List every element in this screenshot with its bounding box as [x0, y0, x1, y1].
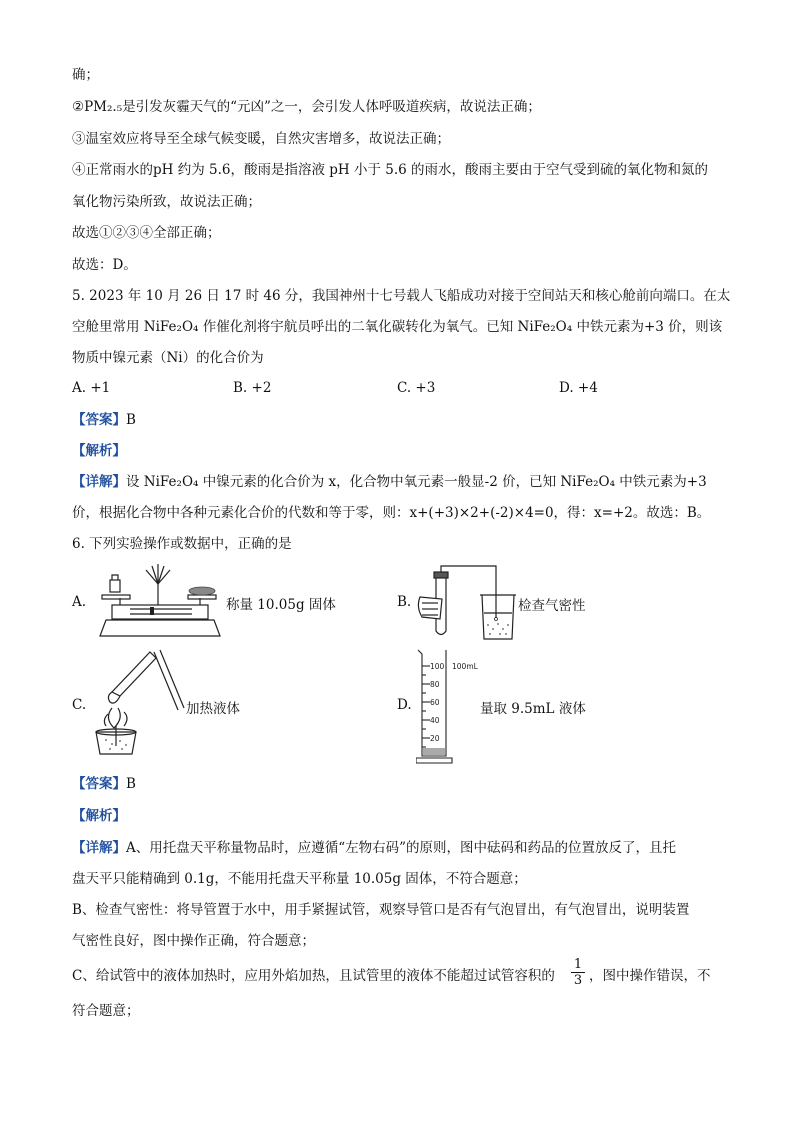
- question-6-stem: 6. 下列实验操作或数据中，正确的是: [72, 536, 292, 552]
- fraction-numerator: 1: [571, 957, 585, 973]
- q5-option-c: C. +3: [397, 380, 436, 396]
- airtightness-figure: [414, 563, 516, 641]
- fraction-denominator: 3: [573, 973, 583, 988]
- text-line: 盘天平只能精确到 0.1g，不能用托盘天平称量 10.05g 固体，不符合题意；: [72, 871, 527, 887]
- analysis-line: [72, 806, 126, 826]
- text-line: ，图中操作错误，不: [589, 968, 711, 984]
- cylinder-tick-60: 60: [430, 698, 440, 707]
- q6-label-c: C.: [72, 697, 87, 713]
- answer-value: B: [126, 776, 136, 792]
- question-5-stem: 物质中镍元素（Ni）的化合价为: [72, 350, 264, 366]
- answer-value: B: [126, 412, 136, 428]
- q6-label-d: D.: [397, 697, 412, 713]
- cylinder-tick-40: 40: [430, 716, 440, 725]
- q6-label-a: A.: [72, 594, 87, 610]
- text-line: ③温室效应将导至全球气候变暖，自然灾害增多，故说法正确；: [72, 131, 450, 147]
- q6-caption-a: 称量 10.05g 固体: [226, 597, 336, 613]
- question-5-stem: 空舱里常用 NiFe₂O₄ 作催化剂将宇航员呼出的二氧化碳转化为氧气。已知 NiFe₂O₄ 中铁元素为+3 价，则该: [72, 319, 723, 335]
- answer-tag: 【答案】: [72, 776, 126, 792]
- balance-figure: [92, 558, 227, 644]
- question-5-stem: 5. 2023 年 10 月 26 日 17 时 46 分，我国神州十七号载人飞船成功对接于空间站天和核心舱前向端口。在太: [72, 288, 731, 304]
- detail-text: 设 NiFe₂O₄ 中镍元素的化合价为 x，化合物中氧元素一般显-2 价，已知 NiFe₂O₄ 中铁元素为+3: [126, 474, 707, 490]
- detail-tag: 【详解】: [72, 840, 126, 856]
- text-line: B、检查气密性：将导管置于水中，用手紧握试管，观察导管口是否有气泡冒出，有气泡冒出，说明装置: [72, 902, 690, 918]
- text-line: 确；: [72, 67, 99, 83]
- cylinder-figure: [416, 648, 486, 766]
- cylinder-tick-100: 100: [430, 662, 445, 671]
- analysis-line: [72, 441, 126, 461]
- q6-caption-d: 量取 9.5mL 液体: [480, 701, 586, 717]
- detail-line: [72, 838, 676, 858]
- text-line: 故选①②③④全部正确；: [72, 225, 221, 241]
- answer-tag: 【答案】: [72, 412, 126, 428]
- q5-option-b: B. +2: [233, 380, 272, 396]
- heating-figure: [92, 648, 192, 760]
- q6-label-b: B.: [397, 594, 412, 610]
- text-line: ④正常雨水的pH 约为 5.6，酸雨是指溶液 pH 小于 5.6 的雨水，酸雨主要由于空气受到硫的氧化物和氮的: [72, 162, 709, 178]
- text-line: 氧化物污染所致，故说法正确；: [72, 194, 261, 210]
- text-line: 符合题意；: [72, 1003, 140, 1019]
- text-line: ②PM₂.₅是引发灰霾天气的“元凶”之一，会引发人体呼吸道疾病，故说法正确；: [72, 99, 541, 115]
- analysis-tag: 【解析】: [72, 808, 126, 824]
- answer-line: [72, 774, 136, 794]
- q5-option-a: A. +1: [72, 380, 111, 396]
- cylinder-unit: 100mL: [452, 662, 478, 671]
- q5-option-d: D. +4: [559, 380, 598, 396]
- text-line: 价，根据化合物中各种元素化合价的代数和等于零，则：x+(+3)×2+(-2)×4=0，得：x=+2。故选：B。: [72, 505, 711, 521]
- q6-caption-c: 加热液体: [186, 701, 240, 717]
- fraction-one-third: [571, 957, 585, 988]
- cylinder-tick-80: 80: [430, 680, 440, 689]
- analysis-tag: 【解析】: [72, 443, 126, 459]
- cylinder-tick-20: 20: [430, 734, 440, 743]
- detail-tag: 【详解】: [72, 474, 126, 490]
- answer-line: [72, 410, 136, 430]
- detail-text: A、用托盘天平称量物品时，应遵循“左物右码”的原则，图中砝码和药品的位置放反了，且托: [126, 840, 677, 856]
- detail-line: [72, 472, 707, 492]
- text-line: C、给试管中的液体加热时，应用外焰加热，且试管里的液体不能超过试管容积的: [72, 968, 555, 984]
- text-line: 气密性良好，图中操作正确，符合题意；: [72, 933, 315, 949]
- text-line: 故选：D。: [72, 257, 137, 273]
- q6-caption-b: 检查气密性: [518, 598, 586, 614]
